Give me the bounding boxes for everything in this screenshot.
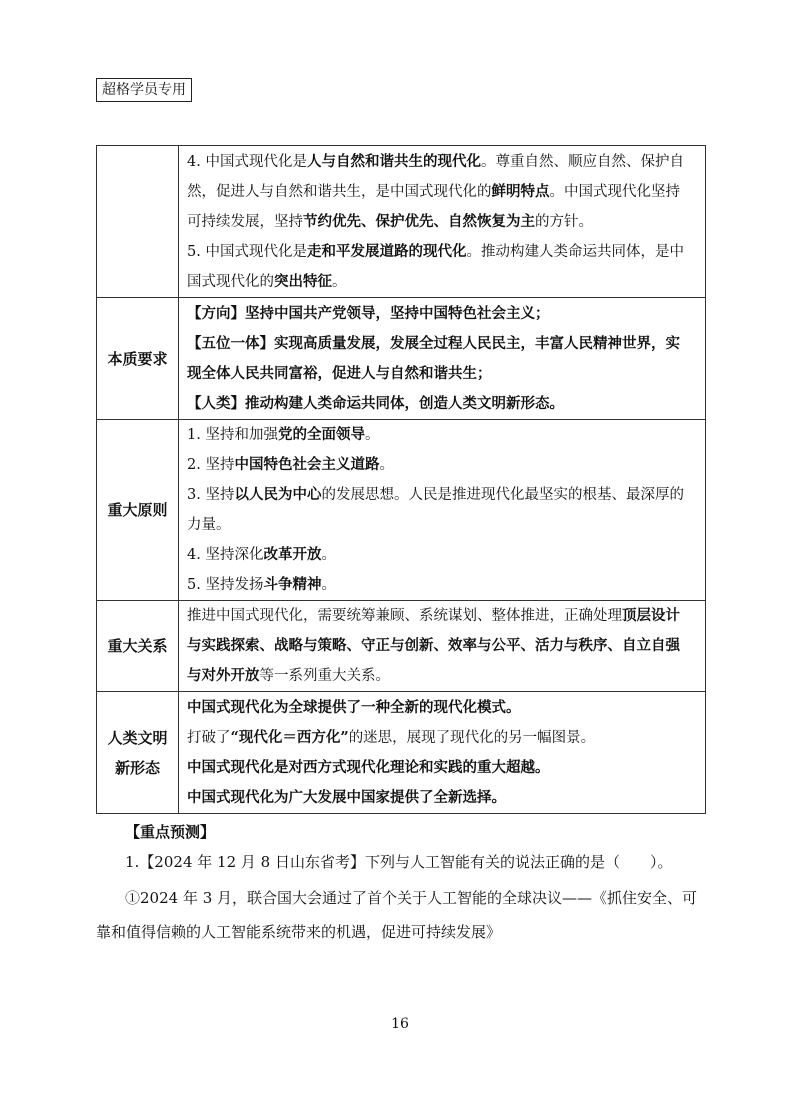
table-row xyxy=(97,146,706,298)
row-label: 人类文明 新形态 xyxy=(97,692,179,814)
row-content: 4. 中国式现代化是人与自然和谐共生的现代化。尊重自然、顺应自然、保护自 然，促进人与自然和谐共生，是中国式现代化的鲜明特点。中国式现代化坚持 可持续发展，坚持节约优先、保护优先、自然恢复为主的方针。 5. 中国式现代化是走和平发展道路的现代化。推动构建人类命运共同体，是中 国式现代化的突出特征。 xyxy=(179,146,706,298)
table-row xyxy=(97,298,706,420)
row-content: 【方向】坚持中国共产党领导，坚持中国特色社会主义； 【五位一体】实现高质量发展，发展全过程人民民主，丰富人民精神世界，实 现全体人民共同富裕，促进人与自然和谐共生； 【人类】推动构建人类命运共同体，创造人类文明新形态。 xyxy=(179,298,706,420)
row-label-empty xyxy=(97,146,179,298)
summary-table xyxy=(96,145,706,814)
page-number: 16 xyxy=(391,1016,409,1032)
section-title: 【重点预测】 xyxy=(125,823,216,841)
table-row xyxy=(97,601,706,692)
row-label: 本质要求 xyxy=(97,298,179,420)
table-row xyxy=(97,420,706,601)
row-content: 中国式现代化为全球提供了一种全新的现代化模式。 打破了“现代化＝西方化”的迷思，展现了现代化的另一幅图景。 中国式现代化是对西方式现代化理论和实践的重大超越。 中国式现代化为广大发展中国家提供了全新选择。 xyxy=(179,692,706,814)
table-row xyxy=(97,692,706,814)
question-stem: 1.【2024 年 12 月 8 日山东省考】下列与人工智能有关的说法正确的是（ ）。 xyxy=(125,853,673,871)
row-label: 重大原则 xyxy=(97,420,179,601)
question-option: ①2024 年 3 月，联合国大会通过了首个关于人工智能的全球决议——《抓住安全、可靠和值得信赖的人工智能系统带来的机遇，促进可持续发展》 xyxy=(96,889,698,941)
row-content: 1. 坚持和加强党的全面领导。 2. 坚持中国特色社会主义道路。 3. 坚持以人民为中心的发展思想。人民是推进现代化最坚实的根基、最深厚的 力量。 4. 坚持深化改革开放。 5. 坚持发扬斗争精神。 xyxy=(179,420,706,601)
row-label: 重大关系 xyxy=(97,601,179,692)
exclusive-badge: 超格学员专用 xyxy=(96,78,192,102)
row-content: 推进中国式现代化，需要统筹兼顾、系统谋划、整体推进，正确处理顶层设计 与实践探索、战略与策略、守正与创新、效率与公平、活力与秩序、自立自强 与对外开放等一系列重大关系。 xyxy=(179,601,706,692)
